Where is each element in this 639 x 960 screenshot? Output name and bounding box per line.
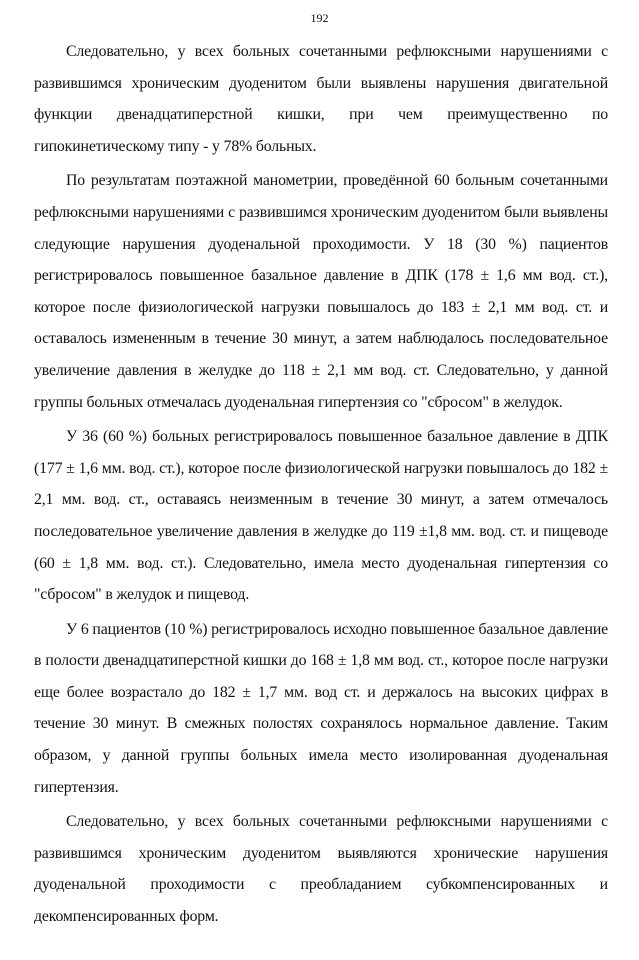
body-text [34, 36, 608, 936]
paragraph-manometry-group-3: У 6 пациентов (10 %) регистрировалось исходно повышенное базальное давление в полости двенадцатиперстной кишки до 168 ± 1,8 мм вод. ст., которое после нагрузки еще более возрастало до 182 ± 1,7 мм. вод ст. и держалось на высоких цифрах в течение 30 минут. В смежных полостях сохранялось нормальное давление. Таким образом, у данной группы больных имела место изолированная дуоденальная гипертензия. [34, 620, 608, 796]
paragraph-manometry-group-2: У 36 (60 %) больных регистрировалось повышенное базальное давление в ДПК (177 ± 1,6 мм. вод. ст.), которое после физиологической нагрузки повышалось до 182 ± 2,1 мм. вод. ст., оставаясь неизменным в течение 30 минут, а затем отмечалось последовательное увеличение давления в желудке до 119 ±1,8 мм. вод. ст. и пищеводе (60 ± 1,8 мм. вод. ст.). Следовательно, имела место дуоденальная гипертензия со "сбросом" в желудок и пищевод. [34, 428, 608, 604]
page-number: 192 [310, 11, 329, 25]
paragraph-manometry-group-1: По результатам поэтажной манометрии, проведённой 60 больным сочетанными рефлюксными нарушениями с развившимся хроническим дуоденитом были выявлены следующие нарушения дуоденальной проходимости. У 18 (30 %) пациентов регистрировалось повышенное базальное давление в ДПК (178 ± 1,6 мм вод. ст.), которое после физиологической нагрузки повышалось до 183 ± 2,1 мм вод. ст. и оставалось измененным в течение 30 минут, а затем наблюдалось последовательное увеличение давления в желудке до 118 ± 2,1 мм вод. ст. Следовательно, у данной группы больных отмечалась дуоденальная гипертензия со "сбросом" в желудок. [34, 172, 608, 411]
paragraph-conclusion-patency: Следовательно, у всех больных сочетанными рефлюксными нарушениями с развившимся хроническим дуоденитом выявляются хронические нарушения дуоденальной проходимости с преобладанием субкомпенсированных и декомпенсированных форм. [34, 813, 608, 926]
paragraph-conclusion-motility: Следовательно, у всех больных сочетанными рефлюксными нарушениями с развившимся хроническим дуоденитом были выявлены нарушения двигательной функции двенадцатиперстной кишки, при чем преимущественно по гипокинетическому типу - у 78% больных. [34, 43, 608, 155]
